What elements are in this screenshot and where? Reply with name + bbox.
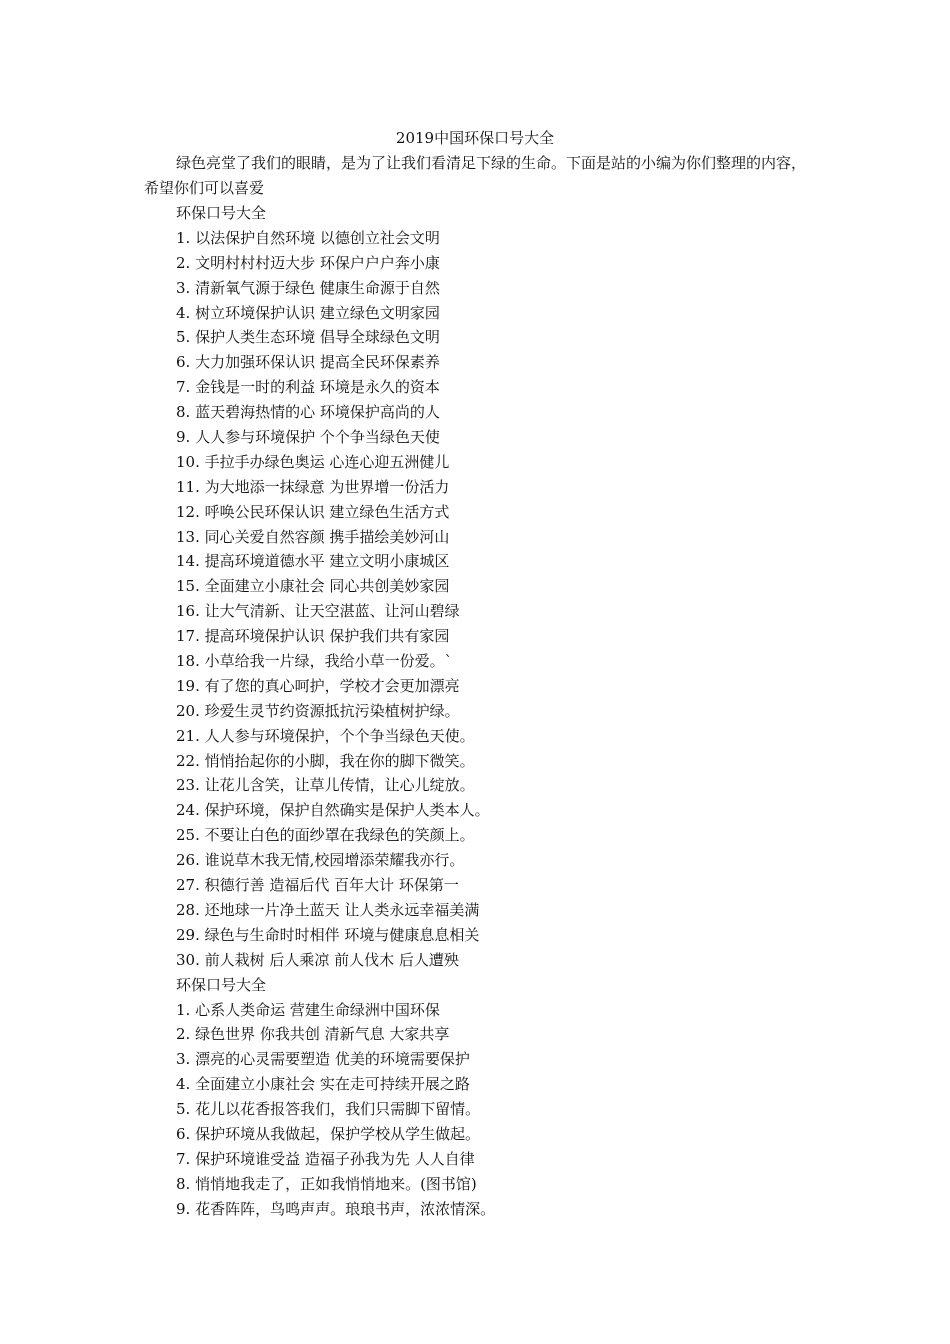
slogan-item: 8. 悄悄地我走了，正如我悄悄地来。(图书馆) <box>176 1174 477 1193</box>
slogan-item: 30. 前人栽树 后人乘凉 前人伐木 后人遭殃 <box>176 950 459 969</box>
document-title: 2019中国环保口号大全 <box>395 129 555 147</box>
slogan-item: 29. 绿色与生命时时相伴 环境与健康息息相关 <box>176 925 480 944</box>
slogan-item: 5. 花儿以花香报答我们，我们只需脚下留情。 <box>176 1100 481 1119</box>
slogan-item: 2. 文明村村村迈大步 环保户户户奔小康 <box>176 253 440 272</box>
slogan-content <box>176 201 816 1222</box>
slogan-item: 22. 悄悄抬起你的小脚，我在你的脚下微笑。 <box>176 751 475 770</box>
section-heading: 环保口号大全 <box>176 204 267 222</box>
slogan-item: 14. 提高环境道德水平 建立文明小康城区 <box>176 552 450 571</box>
slogan-item: 5. 保护人类生态环境 倡导全球绿色文明 <box>176 328 440 347</box>
slogan-item: 13. 同心关爱自然容颜 携手描绘美妙河山 <box>176 527 450 546</box>
slogan-item: 15. 全面建立小康社会 同心共创美妙家园 <box>176 577 450 596</box>
slogan-item: 9. 花香阵阵，鸟鸣声声。琅琅书声，浓浓情深。 <box>176 1199 496 1218</box>
slogan-item: 23. 让花儿含笑，让草儿传情，让心儿绽放。 <box>176 776 475 795</box>
slogan-item: 16. 让大气清新、让天空湛蓝、让河山碧绿 <box>176 602 460 621</box>
slogan-item: 27. 积德行善 造福后代 百年大计 环保第一 <box>176 876 459 895</box>
slogan-item: 4. 全面建立小康社会 实在走可持续开展之路 <box>176 1075 470 1094</box>
slogan-item: 4. 树立环境保护认识 建立绿色文明家园 <box>176 303 440 322</box>
slogan-item: 9. 人人参与环境保护 个个争当绿色天使 <box>176 428 440 447</box>
slogan-item: 25. 不要让白色的面纱罩在我绿色的笑颜上。 <box>176 826 475 845</box>
slogan-item: 20. 珍爱生灵节约资源抵抗污染植树护绿。 <box>176 701 460 720</box>
slogan-item: 12. 呼唤公民环保认识 建立绿色生活方式 <box>176 502 450 521</box>
slogan-item: 3. 清新氧气源于绿色 健康生命源于自然 <box>176 278 440 297</box>
intro-paragraph: 绿色亮堂了我们的眼睛，是为了让我们看清足下绿的生命。下面是站的小编为你们整理的内容，希望你们可以喜爱 <box>144 154 807 197</box>
slogan-item: 10. 手拉手办绿色奥运 心连心迎五洲健儿 <box>176 452 450 471</box>
slogan-item: 8. 蓝天碧海热情的心 环境保护高尚的人 <box>176 403 440 422</box>
slogan-item: 19. 有了您的真心呵护，学校才会更加漂亮 <box>176 676 460 695</box>
slogan-item: 7. 金钱是一时的利益 环境是永久的资本 <box>176 378 440 397</box>
slogan-item: 1. 以法保护自然环境 以德创立社会文明 <box>176 228 440 247</box>
slogan-item: 3. 漂亮的心灵需要塑造 优美的环境需要保护 <box>176 1050 470 1069</box>
slogan-item: 17. 提高环境保护认识 保护我们共有家园 <box>176 627 450 646</box>
slogan-item: 1. 心系人类命运 营建生命绿洲中国环保 <box>176 1000 440 1019</box>
slogan-item: 28. 还地球一片净土蓝天 让人类永远幸福美满 <box>176 900 480 919</box>
slogan-item: 26. 谁说草木我无情,校园增添荣耀我亦行。 <box>176 851 465 870</box>
section-heading: 环保口号大全 <box>176 975 267 994</box>
slogan-item: 7. 保护环境谁受益 造福子孙我为先 人人自律 <box>176 1149 475 1168</box>
slogan-item: 21. 人人参与环境保护，个个争当绿色天使。 <box>176 726 475 745</box>
slogan-item: 18. 小草给我一片绿，我给小草一份爱。` <box>176 652 453 671</box>
slogan-item: 6. 保护环境从我做起，保护学校从学生做起。 <box>176 1124 481 1143</box>
slogan-item: 6. 大力加强环保认识 提高全民环保素养 <box>176 353 440 372</box>
slogan-item: 2. 绿色世界 你我共创 清新气息 大家共享 <box>176 1025 450 1044</box>
slogan-item: 11. 为大地添一抹绿意 为世界增一份活力 <box>176 477 450 496</box>
slogan-item: 24. 保护环境，保护自然确实是保护人类本人。 <box>176 801 490 820</box>
